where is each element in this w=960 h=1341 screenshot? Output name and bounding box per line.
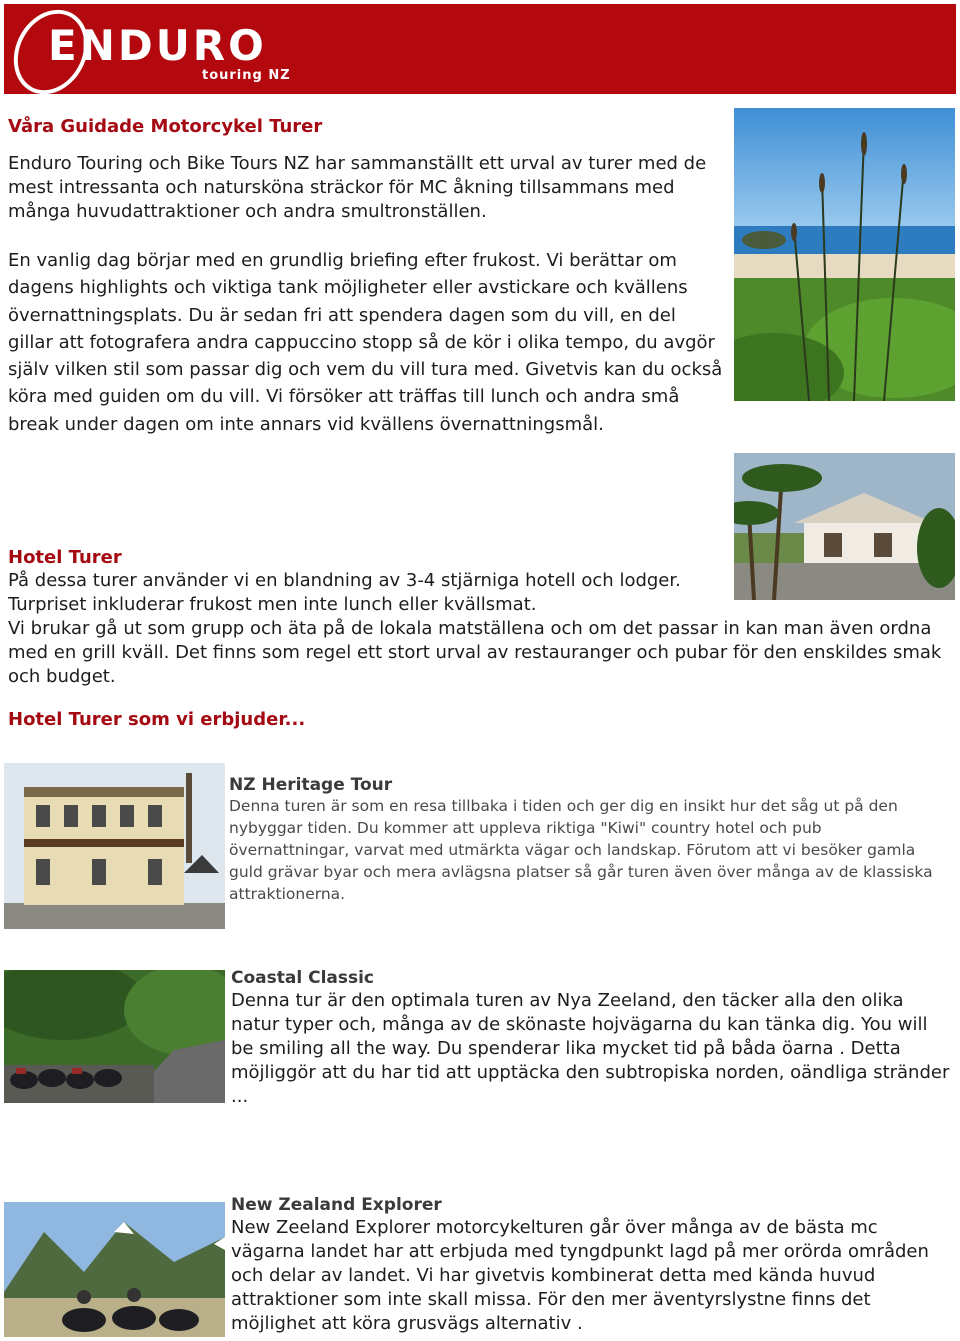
- heritage-hotel-photo: [4, 763, 225, 929]
- tour-title-coastal[interactable]: Coastal Classic: [231, 968, 375, 988]
- lodge-photo: [734, 453, 955, 600]
- tour-title-explorer[interactable]: New Zealand Explorer: [231, 1195, 442, 1215]
- logo-wordmark: ENDURO: [48, 21, 267, 70]
- beach-photo: [734, 108, 955, 401]
- tours-offered-heading: Hotel Turer som vi erbjuder...: [8, 709, 306, 730]
- coastal-bikes-image: [4, 970, 225, 1103]
- daily-routine-paragraph: En vanlig dag börjar med en grundlig briefing efter frukost. Vi berättar om dagens highlights och viktiga tank möjligheter eller avstickare och kvällens övernattningsplats. Du är sedan fri att spendera dagen som du vill, en del gillar att fotografera andra cappuccino stopp så de kör i olika tempo, du avgör själv vilken stil som passar dig och vem du vill tura med. Givetvis kan du också köra med guiden om du vill. Vi försöker att träffas till lunch och andra små break under dagen om inte annars vid kvällens övernattningsmål.: [8, 250, 723, 435]
- tour-description-coastal: Denna tur är den optimala turen av Nya Zeeland, den täcker alla den olika natur typer och, många av de skönaste hojvägarna du kan tänka dig. You will be smiling all the way. Du spenderar lika mycket tid på båda öarna . Detta möjliggör att du har tid att upptäcka den subtropiska norden, oändliga stränder ...: [231, 990, 950, 1107]
- dining-paragraph: Vi brukar gå ut som grupp och äta på de lokala matställena och om det passar in kan man även ordna med en grill kväll. Det finns som regel ett stort urval av restauranger och pubar för den enskildes smak och budget.: [8, 618, 942, 687]
- page-title: Våra Guidade Motorcykel Turer: [8, 116, 323, 137]
- heritage-hotel-image: [4, 763, 225, 929]
- hotel-heading: Hotel Turer: [8, 547, 122, 568]
- tour-description-explorer: New Zeeland Explorer motorcykelturen går över många av de bästa mc vägarna landet har att erbjuda med tyngdpunkt lagd på mer orörda områden och delar av landet. Vi har givetvis kombinerat detta med kända huvud attraktioner som inte skall missa. För den mer äventyrslystne finns det möjlighet att köra grusvägs alternativ .: [231, 1217, 929, 1334]
- lodge-image: [734, 453, 955, 600]
- tour-description-heritage: Denna turen är som en resa tillbaka i tiden och ger dig en insikt hur det såg ut på den nybyggar tiden. Du kommer att uppleva riktiga "Kiwi" country hotel och pub övernattningar, varvat med utmärkta vägar och landskap. Förutom att vi besöker gamla guld grävar byar och mera avlägsna platser så går turen även över många av de klassiska attraktionerna.: [229, 797, 933, 903]
- intro-paragraph: Enduro Touring och Bike Tours NZ har sammanställt ett urval av turer med de mest intressanta och natursköna sträckor för MC åkning tillsammans med många huvudattraktioner och andra smultronställen.: [8, 153, 707, 222]
- hotel-paragraph: På dessa turer använder vi en blandning av 3-4 stjärniga hotell och lodger. Turpriset inkluderar frukost men inte lunch eller kvällsmat.: [8, 570, 681, 615]
- coastal-bikes-photo: [4, 970, 225, 1103]
- logo-subtitle: touring NZ: [202, 68, 291, 83]
- header-banner: [4, 4, 956, 94]
- explorer-mountains-photo: [4, 1202, 225, 1337]
- tour-title-heritage[interactable]: NZ Heritage Tour: [229, 775, 393, 795]
- beach-image: [734, 108, 955, 401]
- explorer-mountains-image: [4, 1202, 225, 1337]
